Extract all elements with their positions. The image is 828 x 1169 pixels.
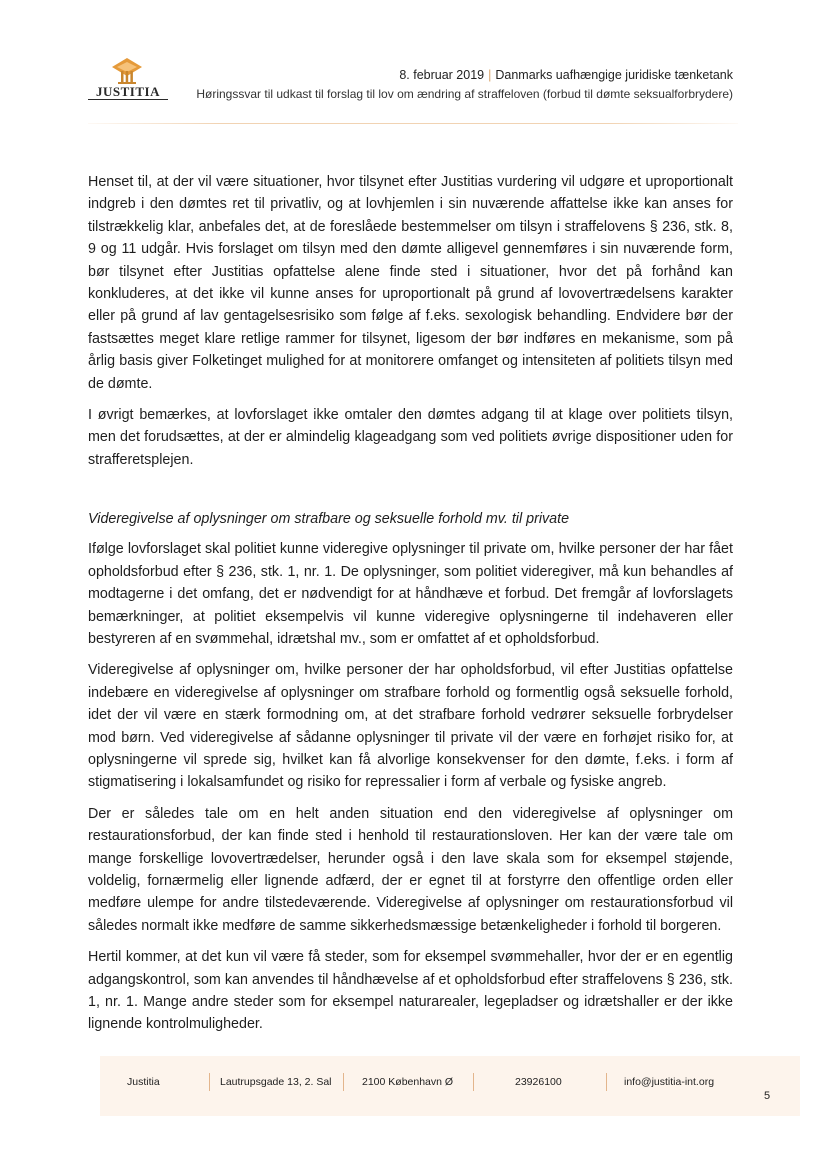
footer-email: info@justitia-int.org — [624, 1076, 715, 1088]
paragraph: Videregivelse af oplysninger om, hvilke personer der har opholdsforbud, vil efter Justitias opfattelse indebære en videregivelse af oplysninger om strafbare forhold og formentlig også seksuelle forhold, idet der vil være en stærk formodning om, at det strafbare forhold vedrører seksuelle forbrydelser mod børn. Ved videregivelse af sådanne oplysninger til private vil der være en forhøjet risiko for, at oplysningerne vil sprede sig, hvilket kan få alvorlige konsekvenser for den dømte, f.eks. i form af stigmatisering i lokalsamfundet og risiko for repressalier i form af verbale og fysiske angreb. — [88, 662, 733, 791]
footer-divider — [606, 1073, 607, 1091]
header-date: 8. februar 2019 — [399, 68, 485, 82]
footer-phone: 23926100 — [515, 1076, 562, 1088]
header-divider: | — [488, 68, 492, 82]
logo-wordmark: JUSTITIA — [88, 85, 168, 100]
paragraph: Hertil kommer, at det kun vil være få steder, som for eksempel svømmehaller, hvor der er en egentlig adgangskontrol, som kan anvendes til håndhævelse af et opholdsforbud efter straffelovens § 236, stk. 1, nr. 1. Mange andre steder som for eksempel naturarealer, legepladser og idrætshaller er der ikke lignende kontrolmuligheder. — [88, 949, 733, 1033]
paragraph: Henset til, at der vil være situationer, hvor tilsynet efter Justitias vurdering vil udgøre et uproportionalt indgreb i den dømtes ret til privatliv, og at lovhjemlen i sin nuværende affattelse ikke kan anses for tilstrækkelig klar, anbefales det, at de foreslåede bestemmelser om tilsyn i straffelovens § 236, stk. 8, 9 og 11 udgår. Hvis forslaget om tilsyn med den dømte alligevel gennemføres i sin nuværende form, bør tilsynet efter Justitias opfattelse alene finde sted i situationer, hvor det på forhånd kan konkluderes, at det ikke vil kunne anses for uproportionalt på grund af lovovertrædelsens karakter eller på grund af lav gentagelsesrisiko som følge af f.eks. sexologisk behandling. Endvidere bør der fastsættes meget klare retlige rammer for tilsynet, ligesom der bør indføres en mekanisme, som på årlig basis giver Folketinget mulighed for at monitorere omfanget og intensiteten af politiets tilsyn med de dømte. — [88, 174, 733, 392]
footer-divider — [473, 1073, 474, 1091]
page-number: 5 — [764, 1090, 771, 1102]
paragraph: Ifølge lovforslaget skal politiet kunne videregive oplysninger til private om, hvilke personer der har fået opholdsforbud efter § 236, stk. 1, nr. 1. De oplysninger, som politiet videregiver, må kun behandles af modtagerne i det omfang, det er nødvendigt for at håndhæve et forbud. Det fremgår af lovforslagets bemærkninger, at politiet eksempelvis vil kunne videregive oplysningerne til indehaveren eller bestyreren af en svømmehal, idrætshal mv., som er omfattet af et opholdsforbud. — [88, 541, 733, 647]
document-body — [88, 171, 733, 1045]
header-rule — [88, 123, 738, 124]
footer-divider — [209, 1073, 210, 1091]
header-date-org — [399, 68, 733, 82]
header-subtitle: Høringssvar til udkast til forslag til lov om ændring af straffeloven (forbud til dømte seksualforbrydere) — [196, 87, 733, 101]
justitia-logo — [88, 56, 168, 102]
justitia-logo-icon — [108, 56, 146, 86]
paragraph: I øvrigt bemærkes, at lovforslaget ikke omtaler den dømtes adgang til at klage over politiets tilsyn, men det forudsættes, at der er almindelig klageadgang som ved politiets øvrige dispositioner uden for strafferetsplejen. — [88, 407, 733, 468]
header-org: Danmarks uafhængige juridiske tænketank — [495, 68, 733, 82]
footer-city: 2100 København Ø — [362, 1076, 454, 1088]
footer-divider — [343, 1073, 344, 1091]
footer-address: Lautrupsgade 13, 2. Sal — [220, 1076, 332, 1088]
section-heading: Videregivelse af oplysninger om strafbare og seksuelle forhold mv. til private — [88, 511, 570, 528]
paragraph: Der er således tale om en helt anden situation end den videregivelse af oplysninger om restaurationsforbud, der kan finde sted i henhold til restaurationsloven. Her kan der være tale om mange forskellige lovovertrædelser, herunder også i den lave skala som for eksempel støjende, voldelig, fornærmelig eller lignende adfærd, der er egnet til at forstyrre den offentlige orden eller medføre ulempe for andre tilstedeværende. Videregivelse af oplysninger om restaurationsforbud vil således normalt ikke medføre de samme sikkerhedsmæssige betænkeligheder i forhold til borgeren. — [88, 805, 733, 934]
footer-name: Justitia — [127, 1076, 160, 1088]
